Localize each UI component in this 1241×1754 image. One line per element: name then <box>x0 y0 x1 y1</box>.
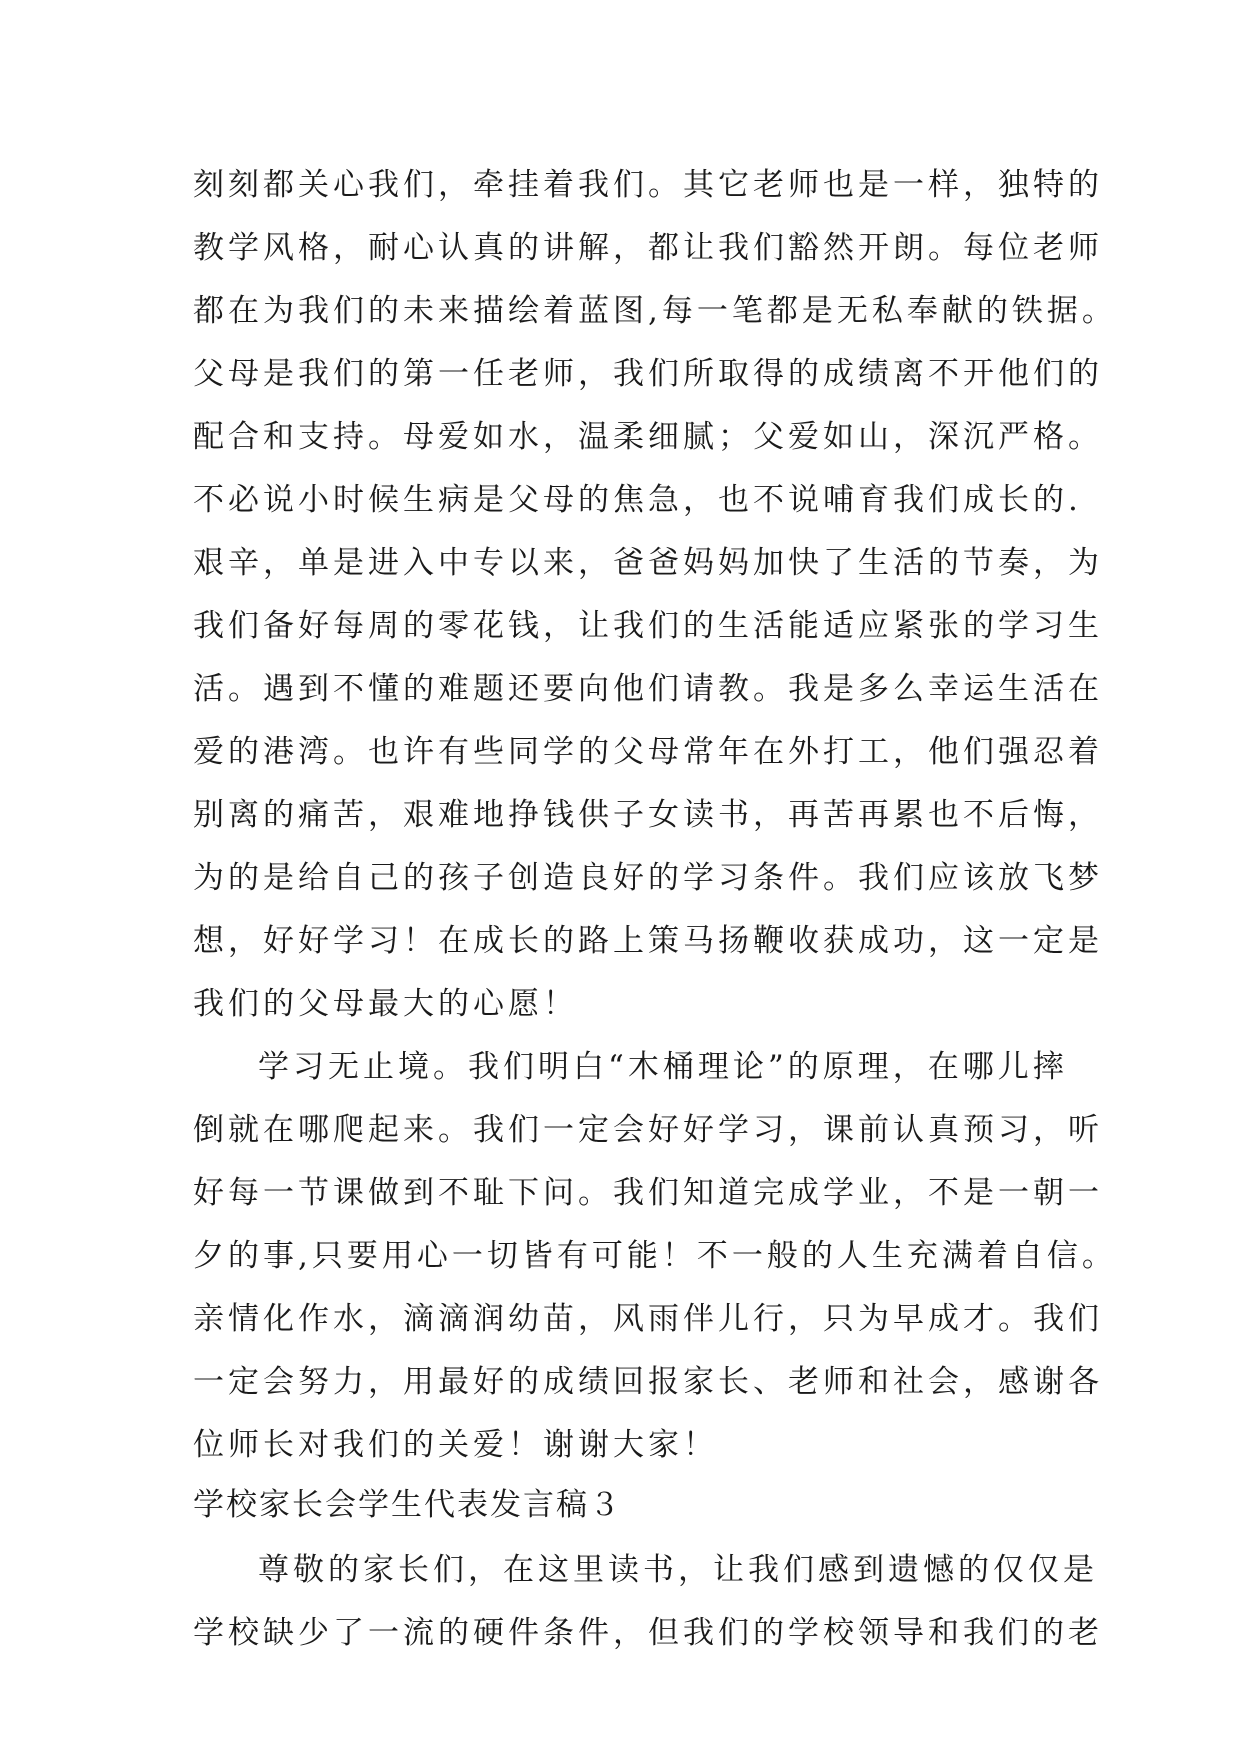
paragraph-line: 倒就在哪爬起来。我们一定会好好学习，课前认真预习，听 <box>193 1112 1103 1148</box>
paragraph-line: 配合和支持。母爱如水，温柔细腻；父爱如山，深沉严格。 <box>193 419 1103 455</box>
paragraph-line: 学习无止境。我们明白“木桶理论”的原理，在哪儿摔 <box>258 1049 1068 1085</box>
paragraph-line: 为的是给自己的孩子创造良好的学习条件。我们应该放飞梦 <box>193 860 1103 896</box>
paragraph-line: 教学风格，耐心认真的讲解，都让我们豁然开朗。每位老师 <box>193 230 1103 266</box>
paragraph-line: 我们备好每周的零花钱，让我们的生活能适应紧张的学习生 <box>193 608 1103 644</box>
paragraph-line: 学校缺少了一流的硬件条件，但我们的学校领导和我们的老 <box>193 1615 1103 1651</box>
paragraph-line: 想，好好学习！在成长的路上策马扬鞭收获成功，这一定是 <box>193 923 1103 959</box>
paragraph-line: 我们的父母最大的心愿！ <box>193 986 578 1022</box>
paragraph-line: 活。遇到不懂的难题还要向他们请教。我是多么幸运生活在 <box>193 671 1103 707</box>
paragraph-line: 爱的港湾。也许有些同学的父母常年在外打工，他们强忍着 <box>193 734 1103 770</box>
paragraph-line: 亲情化作水，滴滴润幼苗，风雨伴儿行，只为早成才。我们 <box>193 1301 1103 1337</box>
paragraph-line: 夕的事,只要用心一切皆有可能！不一般的人生充满着自信。 <box>193 1238 1117 1274</box>
paragraph-line: 好每一节课做到不耻下问。我们知道完成学业，不是一朝一 <box>193 1175 1103 1211</box>
paragraph-line: 艰辛，单是进入中专以来，爸爸妈妈加快了生活的节奏，为 <box>193 545 1103 581</box>
paragraph-line: 父母是我们的第一任老师，我们所取得的成绩离不开他们的 <box>193 356 1103 392</box>
paragraph-line: 不必说小时候生病是父母的焦急，也不说哺育我们成长的. <box>193 482 1082 518</box>
paragraph-line: 位师长对我们的关爱！谢谢大家！ <box>193 1427 718 1463</box>
paragraph-line: 尊敬的家长们，在这里读书，让我们感到遗憾的仅仅是 <box>258 1552 1098 1588</box>
paragraph-line: 刻刻都关心我们，牵挂着我们。其它老师也是一样，独特的 <box>193 167 1103 203</box>
section-heading: 学校家长会学生代表发言稿３ <box>193 1487 622 1523</box>
paragraph-line: 一定会努力，用最好的成绩回报家长、老师和社会，感谢各 <box>193 1364 1103 1400</box>
paragraph-line: 别离的痛苦，艰难地挣钱供子女读书，再苦再累也不后悔， <box>193 797 1103 833</box>
paragraph-line: 都在为我们的未来描绘着蓝图,每一笔都是无私奉献的铁据。 <box>193 293 1117 329</box>
